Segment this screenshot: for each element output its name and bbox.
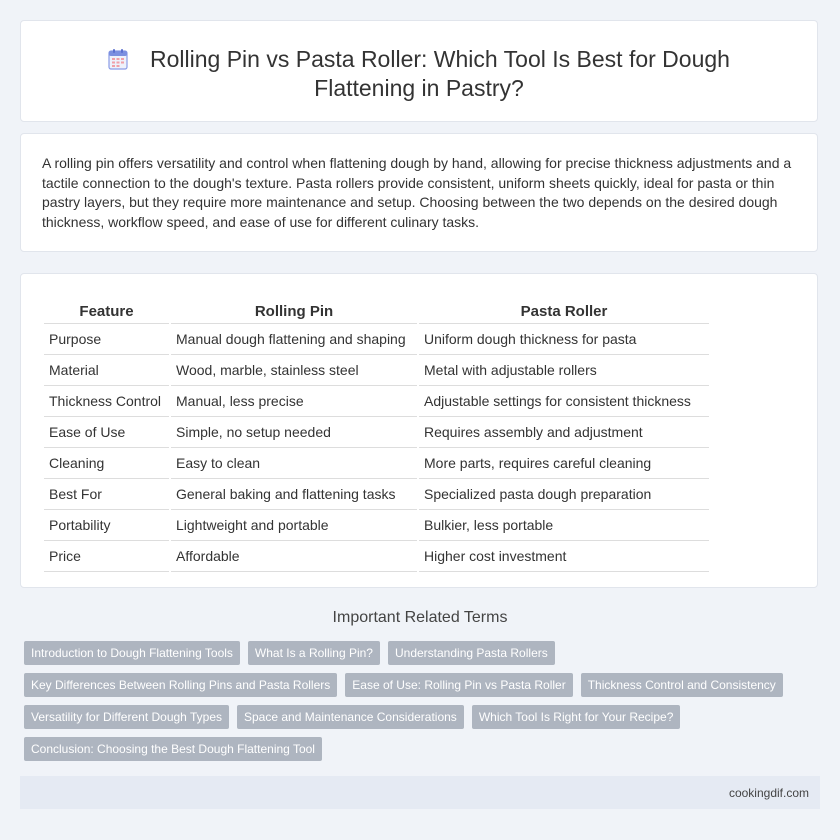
table-cell-feature: Ease of Use xyxy=(44,417,169,448)
related-terms-tags xyxy=(24,641,804,769)
intro-card xyxy=(20,133,818,252)
table-cell-rolling-pin: Lightweight and portable xyxy=(171,510,417,541)
table-cell-rolling-pin: Easy to clean xyxy=(171,448,417,479)
related-term-tag[interactable]: Key Differences Between Rolling Pins and Pasta Rollers xyxy=(24,673,337,697)
table-cell-feature: Material xyxy=(44,355,169,386)
page-title-text: Rolling Pin vs Pasta Roller: Which Tool Is Best for Dough Flattening in Pastry? xyxy=(150,46,730,101)
table-cell-pasta-roller: Requires assembly and adjustment xyxy=(419,417,709,448)
table-cell-pasta-roller: Bulkier, less portable xyxy=(419,510,709,541)
header-rolling-pin: Rolling Pin xyxy=(171,294,417,324)
table-row xyxy=(44,386,709,417)
related-terms-title: Important Related Terms xyxy=(332,609,508,626)
header-pasta-roller: Pasta Roller xyxy=(419,294,709,324)
footer-site[interactable]: cookingdif.com xyxy=(728,786,809,800)
table-cell-rolling-pin: Affordable xyxy=(171,541,417,572)
comparison-card xyxy=(20,273,818,588)
table-cell-feature: Best For xyxy=(44,479,169,510)
table-cell-rolling-pin: Wood, marble, stainless steel xyxy=(171,355,417,386)
tag-row xyxy=(24,673,804,697)
table-row xyxy=(44,479,709,510)
related-term-tag[interactable]: Understanding Pasta Rollers xyxy=(388,641,555,665)
table-cell-pasta-roller: Adjustable settings for consistent thickness xyxy=(419,386,709,417)
calendar-icon xyxy=(108,48,128,70)
table-cell-rolling-pin: Manual, less precise xyxy=(171,386,417,417)
table-cell-pasta-roller: Specialized pasta dough preparation xyxy=(419,479,709,510)
comparison-table xyxy=(42,294,711,572)
table-cell-feature: Cleaning xyxy=(44,448,169,479)
table-row xyxy=(44,448,709,479)
table-cell-pasta-roller: Uniform dough thickness for pasta xyxy=(419,324,709,355)
page-title xyxy=(21,45,817,103)
table-cell-pasta-roller: Metal with adjustable rollers xyxy=(419,355,709,386)
header-card xyxy=(20,20,818,122)
table-cell-feature: Thickness Control xyxy=(44,386,169,417)
related-term-tag[interactable]: Conclusion: Choosing the Best Dough Flattening Tool xyxy=(24,737,322,761)
intro-paragraph: A rolling pin offers versatility and control when flattening dough by hand, allowing for precise thickness adjustments and a tactile connection to the dough's texture. Pasta rollers provide consistent, uniform sheets quickly, ideal for pasta or thin pastry layers, but they require more maintenance and setup. Choosing between the two depends on the desired dough thickness, workflow speed, and ease of use for different culinary tasks. xyxy=(42,155,792,231)
related-term-tag[interactable]: Which Tool Is Right for Your Recipe? xyxy=(472,705,681,729)
related-term-tag[interactable]: Introduction to Dough Flattening Tools xyxy=(24,641,240,665)
related-term-tag[interactable]: Ease of Use: Rolling Pin vs Pasta Roller xyxy=(345,673,572,697)
table-cell-rolling-pin: General baking and flattening tasks xyxy=(171,479,417,510)
header-feature: Feature xyxy=(44,294,169,324)
table-row xyxy=(44,355,709,386)
tag-row xyxy=(24,705,804,729)
related-term-tag[interactable]: Thickness Control and Consistency xyxy=(581,673,783,697)
tag-row xyxy=(24,737,804,761)
table-row xyxy=(44,324,709,355)
related-term-tag[interactable]: Versatility for Different Dough Types xyxy=(24,705,229,729)
table-cell-rolling-pin: Simple, no setup needed xyxy=(171,417,417,448)
table-row xyxy=(44,541,709,572)
title-wrap xyxy=(21,45,817,103)
tag-row xyxy=(24,641,804,665)
table-cell-rolling-pin: Manual dough flattening and shaping xyxy=(171,324,417,355)
related-term-tag[interactable]: Space and Maintenance Considerations xyxy=(237,705,464,729)
table-cell-pasta-roller: Higher cost investment xyxy=(419,541,709,572)
table-row xyxy=(44,417,709,448)
table-cell-feature: Price xyxy=(44,541,169,572)
footer xyxy=(20,776,820,809)
table-cell-pasta-roller: More parts, requires careful cleaning xyxy=(419,448,709,479)
related-term-tag[interactable]: What Is a Rolling Pin? xyxy=(248,641,380,665)
table-cell-feature: Portability xyxy=(44,510,169,541)
table-header-row xyxy=(44,294,709,324)
table-row xyxy=(44,510,709,541)
table-cell-feature: Purpose xyxy=(44,324,169,355)
